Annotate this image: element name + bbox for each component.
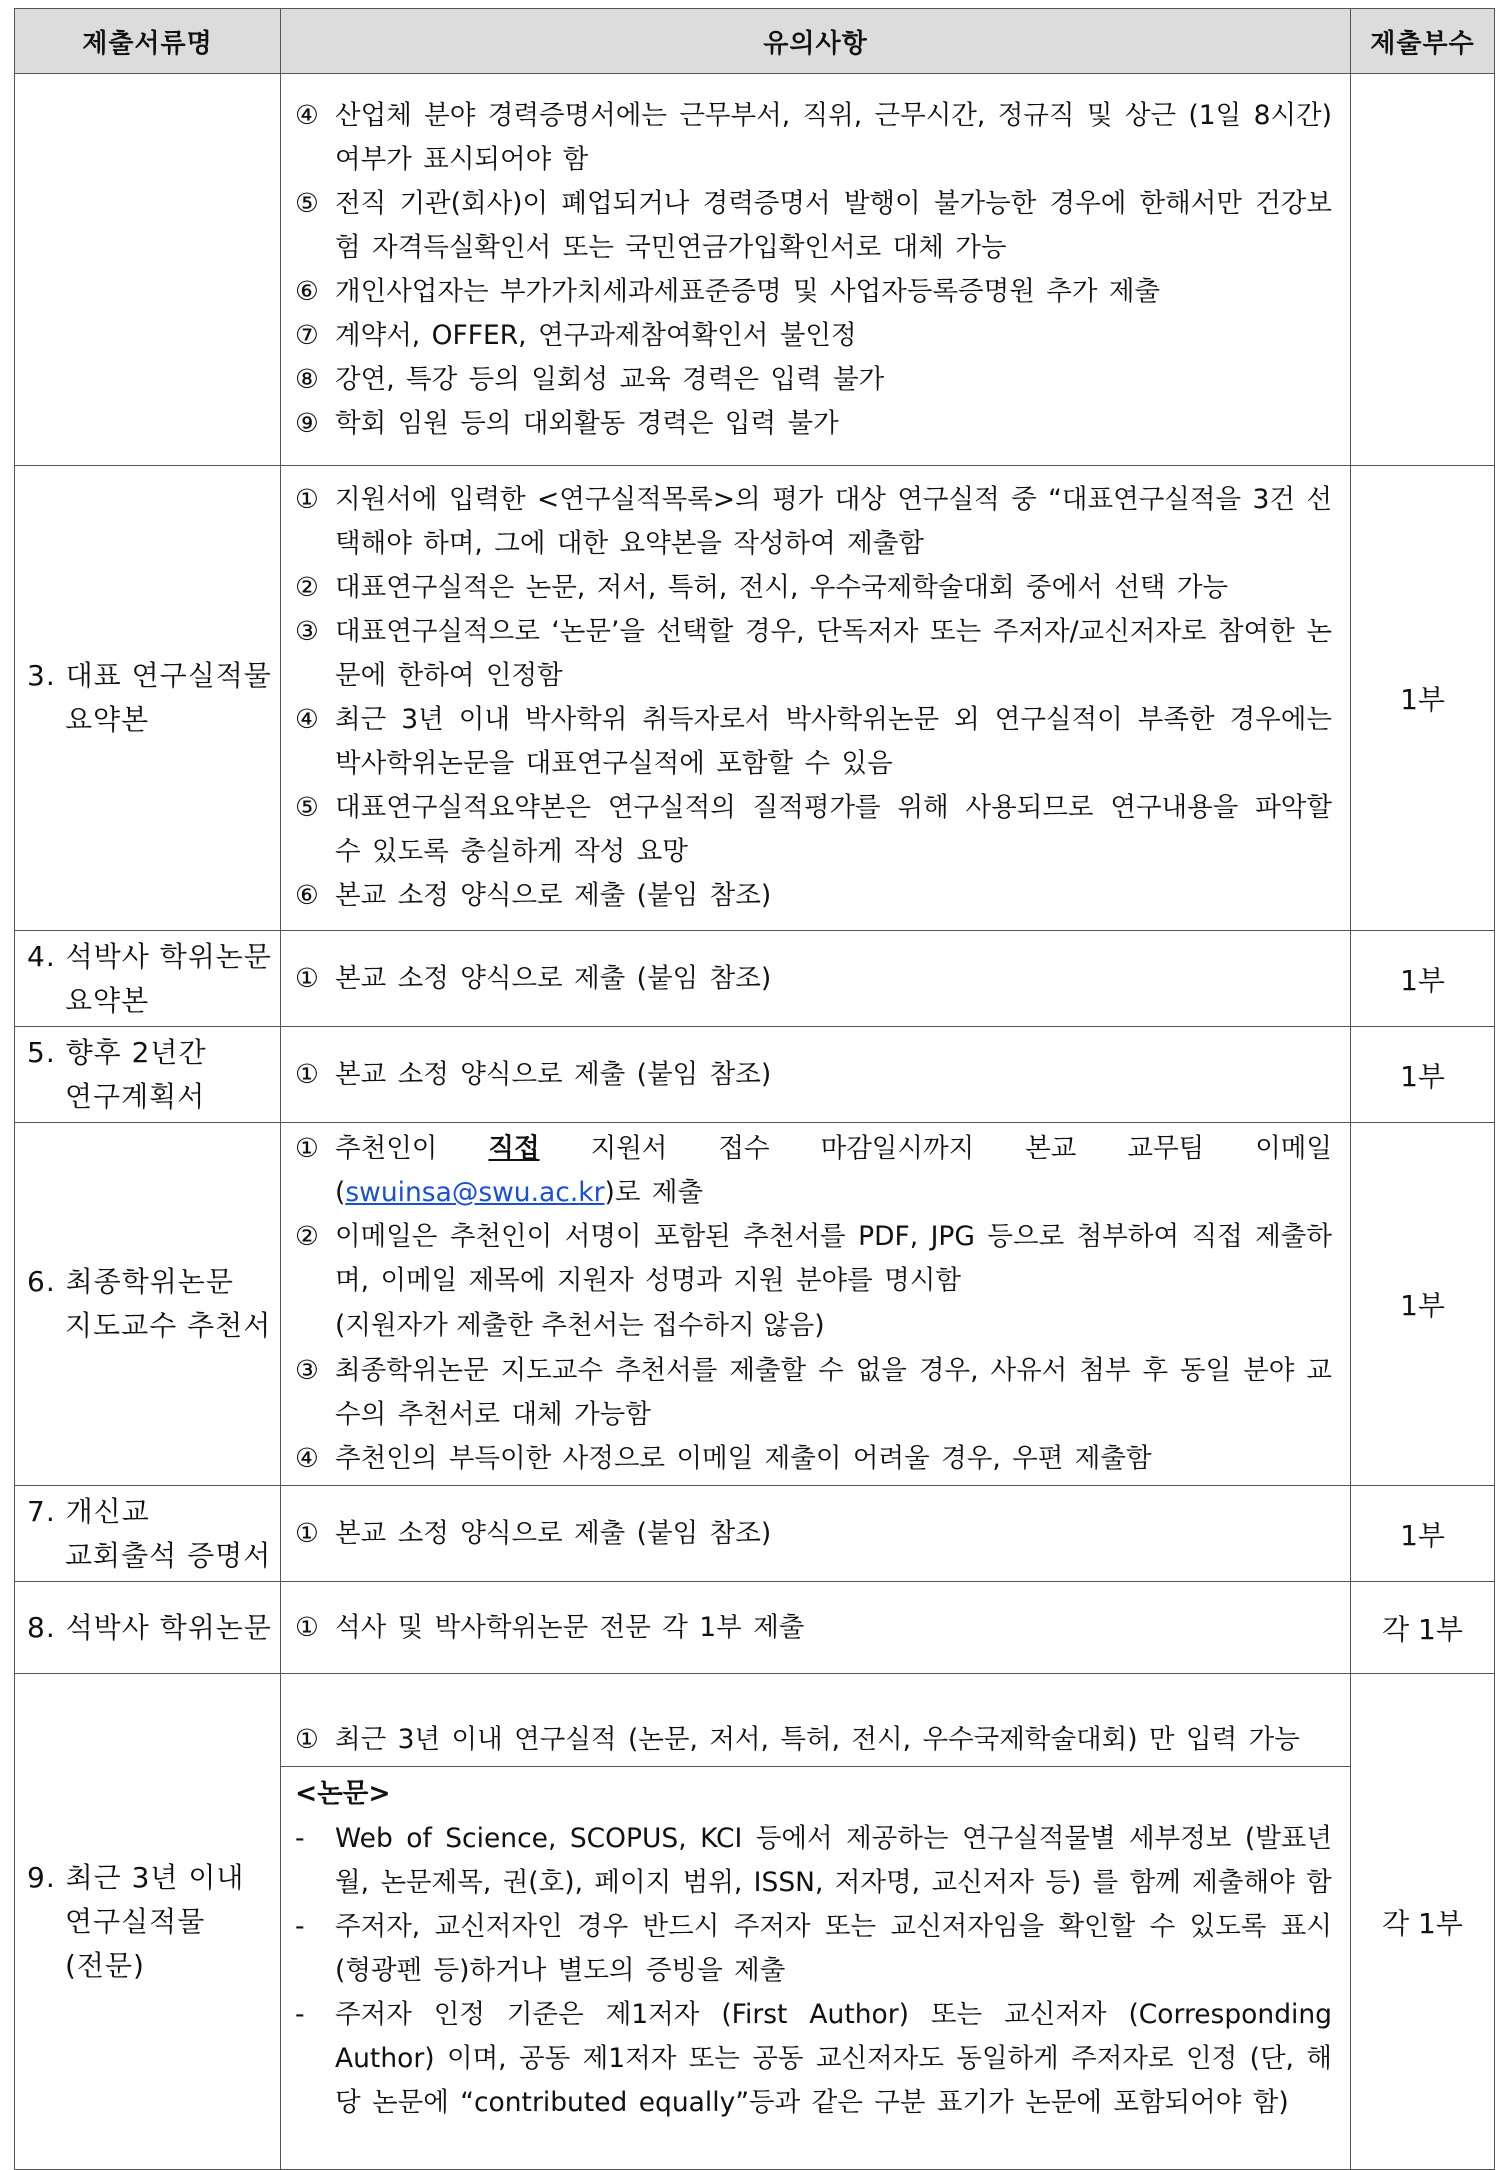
list-item: ① 본교 소정 양식으로 제출 (붙임 참조): [295, 962, 772, 994]
copies-cell: 각 1부: [1351, 1582, 1495, 1674]
list-item: ② 대표연구실적은 논문, 저서, 특허, 전시, 우수국제학술대회 중에서 선택 가능: [295, 572, 1229, 603]
copies-cell: 1부: [1351, 1486, 1495, 1582]
list-item: - 주저자, 교신저자인 경우 반드시 주저자 또는 교신저자임을 확인할 수 있도록 표시(형광펜 등)하거나 별도의 증빙을 제출: [295, 1911, 1332, 1986]
list-item: ① 본교 소정 양식으로 제출 (붙임 참조): [295, 1058, 772, 1090]
document-name-cell: 6. 최종학위논문 지도교수 추천서: [15, 1123, 281, 1486]
list-item: ⑥ 본교 소정 양식으로 제출 (붙임 참조): [295, 880, 772, 911]
list-item: ⑤ 대표연구실적요약본은 연구실적의 질적평가를 위해 사용되므로 연구내용을 파악할 수 있도록 충실하게 작성 요망: [295, 792, 1332, 867]
list-item: ⑥ 개인사업자는 부가가치세과세표준증명 및 사업자등록증명원 추가 제출: [295, 275, 1161, 307]
notes-cell: [281, 1582, 1351, 1674]
notes-cell: [281, 1486, 1351, 1582]
list-item: - 주저자 인정 기준은 제1저자 (First Author) 또는 교신저자 (Corresponding Author) 이며, 공동 제1저자 또는 공동 교신저자도 동일하게 주저자로 인정 (단, 해당 논문에 “contributed equally”등과 같은 구분 표기가 논문에 포함되어야 함): [295, 1999, 1332, 2118]
table-row: [15, 1582, 1495, 1674]
notes-cell: [281, 1027, 1351, 1123]
list-item: ⑦ 계약서, OFFER, 연구과제참여확인서 불인정: [295, 319, 857, 351]
document-name-cell: 8. 석박사 학위논문: [15, 1582, 281, 1674]
document-name-cell: 3. 대표 연구실적물 요약본: [15, 466, 281, 931]
inner-divider: [281, 1766, 1350, 1767]
notes-cell: [281, 1674, 1351, 2170]
emphasis-direct: 직접: [488, 1133, 540, 1164]
copies-cell: 1부: [1351, 1027, 1495, 1123]
list-item: ① 최근 3년 이내 연구실적 (논문, 저서, 특허, 전시, 우수국제학술대회) 만 입력 가능: [295, 1724, 1300, 1755]
list-item: ① 추천인이 직접 지원서 접수 마감일시까지 본교 교무팀 이메일(swuinsa@swu.ac.kr)로 제출: [295, 1133, 1332, 1208]
table-row: [15, 1674, 1495, 2170]
table-row: [15, 74, 1495, 466]
table-row: [15, 1123, 1495, 1486]
list-item: ① 지원서에 입력한 <연구실적목록>의 평가 대상 연구실적 중 “대표연구실적을 3건 선택해야 하며, 그에 대한 요약본을 작성하여 제출함: [295, 484, 1332, 559]
notes-cell: [281, 466, 1351, 931]
document-name-cell: 9. 최근 3년 이내 연구실적물 (전문): [15, 1674, 281, 2170]
document-name-cell: [15, 74, 281, 466]
document-name-cell: 7. 개신교 교회출석 증명서: [15, 1486, 281, 1582]
document-name-cell: 5. 향후 2년간 연구계획서: [15, 1027, 281, 1123]
list-item: ③ 최종학위논문 지도교수 추천서를 제출할 수 없을 경우, 사유서 첨부 후 동일 분야 교수의 추천서로 대체 가능함: [295, 1355, 1332, 1430]
email-link[interactable]: swuinsa@swu.ac.kr: [345, 1177, 605, 1208]
notes-cell: [281, 74, 1351, 466]
document-requirements-table: [14, 8, 1495, 2170]
note-text: (지원자가 제출한 추천서는 접수하지 않음): [335, 1310, 825, 1341]
header-row: [15, 9, 1495, 74]
copies-cell: 각 1부: [1351, 1674, 1495, 2170]
list-item: ⑧ 강연, 특강 등의 일회성 교육 경력은 입력 불가: [295, 363, 885, 395]
list-item: ④ 최근 3년 이내 박사학위 취득자로서 박사학위논문 외 연구실적이 부족한 경우에는 박사학위논문을 대표연구실적에 포함할 수 있음: [295, 704, 1332, 779]
list-item: ④ 추천인의 부득이한 사정으로 이메일 제출이 어려울 경우, 우편 제출함: [295, 1443, 1152, 1474]
list-item: ⑨ 학회 임원 등의 대외활동 경력은 입력 불가: [295, 407, 839, 439]
list-item: ① 석사 및 박사학위논문 전문 각 1부 제출: [295, 1611, 805, 1643]
copies-cell: 1부: [1351, 931, 1495, 1027]
list-item: ② 이메일은 추천인이 서명이 포함된 추천서를 PDF, JPG 등으로 첨부하여 직접 제출하며, 이메일 제목에 지원자 성명과 지원 분야를 명시함: [295, 1221, 1332, 1296]
document-name-cell: 4. 석박사 학위논문 요약본: [15, 931, 281, 1027]
list-item: ③ 대표연구실적으로 ‘논문’을 선택할 경우, 단독저자 또는 주저자/교신저자로 참여한 논문에 한하여 인정함: [295, 616, 1332, 691]
notes-cell: [281, 1123, 1351, 1486]
table-row: [15, 931, 1495, 1027]
list-item: ① 본교 소정 양식으로 제출 (붙임 참조): [295, 1517, 772, 1549]
copies-cell: 1부: [1351, 1123, 1495, 1486]
notes-cell: [281, 931, 1351, 1027]
copies-cell: [1351, 74, 1495, 466]
subsection-heading: <논문>: [295, 1778, 391, 1809]
table-row: [15, 1486, 1495, 1582]
list-item: ⑤ 전직 기관(회사)이 폐업되거나 경력증명서 발행이 불가능한 경우에 한해서만 건강보험 자격득실확인서 또는 국민연금가입확인서로 대체 가능: [295, 187, 1332, 263]
list-item: - Web of Science, SCOPUS, KCI 등에서 제공하는 연구실적물별 세부정보 (발표년월, 논문제목, 권(호), 페이지 범위, ISSN, 저자명, 교신저자 등) 를 함께 제출해야 함: [295, 1823, 1332, 1898]
list-item: ④ 산업체 분야 경력증명서에는 근무부서, 직위, 근무시간, 정규직 및 상근 (1일 8시간) 여부가 표시되어야 함: [295, 99, 1332, 175]
copies-cell: 1부: [1351, 466, 1495, 931]
table-row: [15, 466, 1495, 931]
table-row: [15, 1027, 1495, 1123]
header-copies: 제출부수: [1351, 9, 1495, 74]
header-document-name: 제출서류명: [15, 9, 281, 74]
header-notes: 유의사항: [281, 9, 1351, 74]
